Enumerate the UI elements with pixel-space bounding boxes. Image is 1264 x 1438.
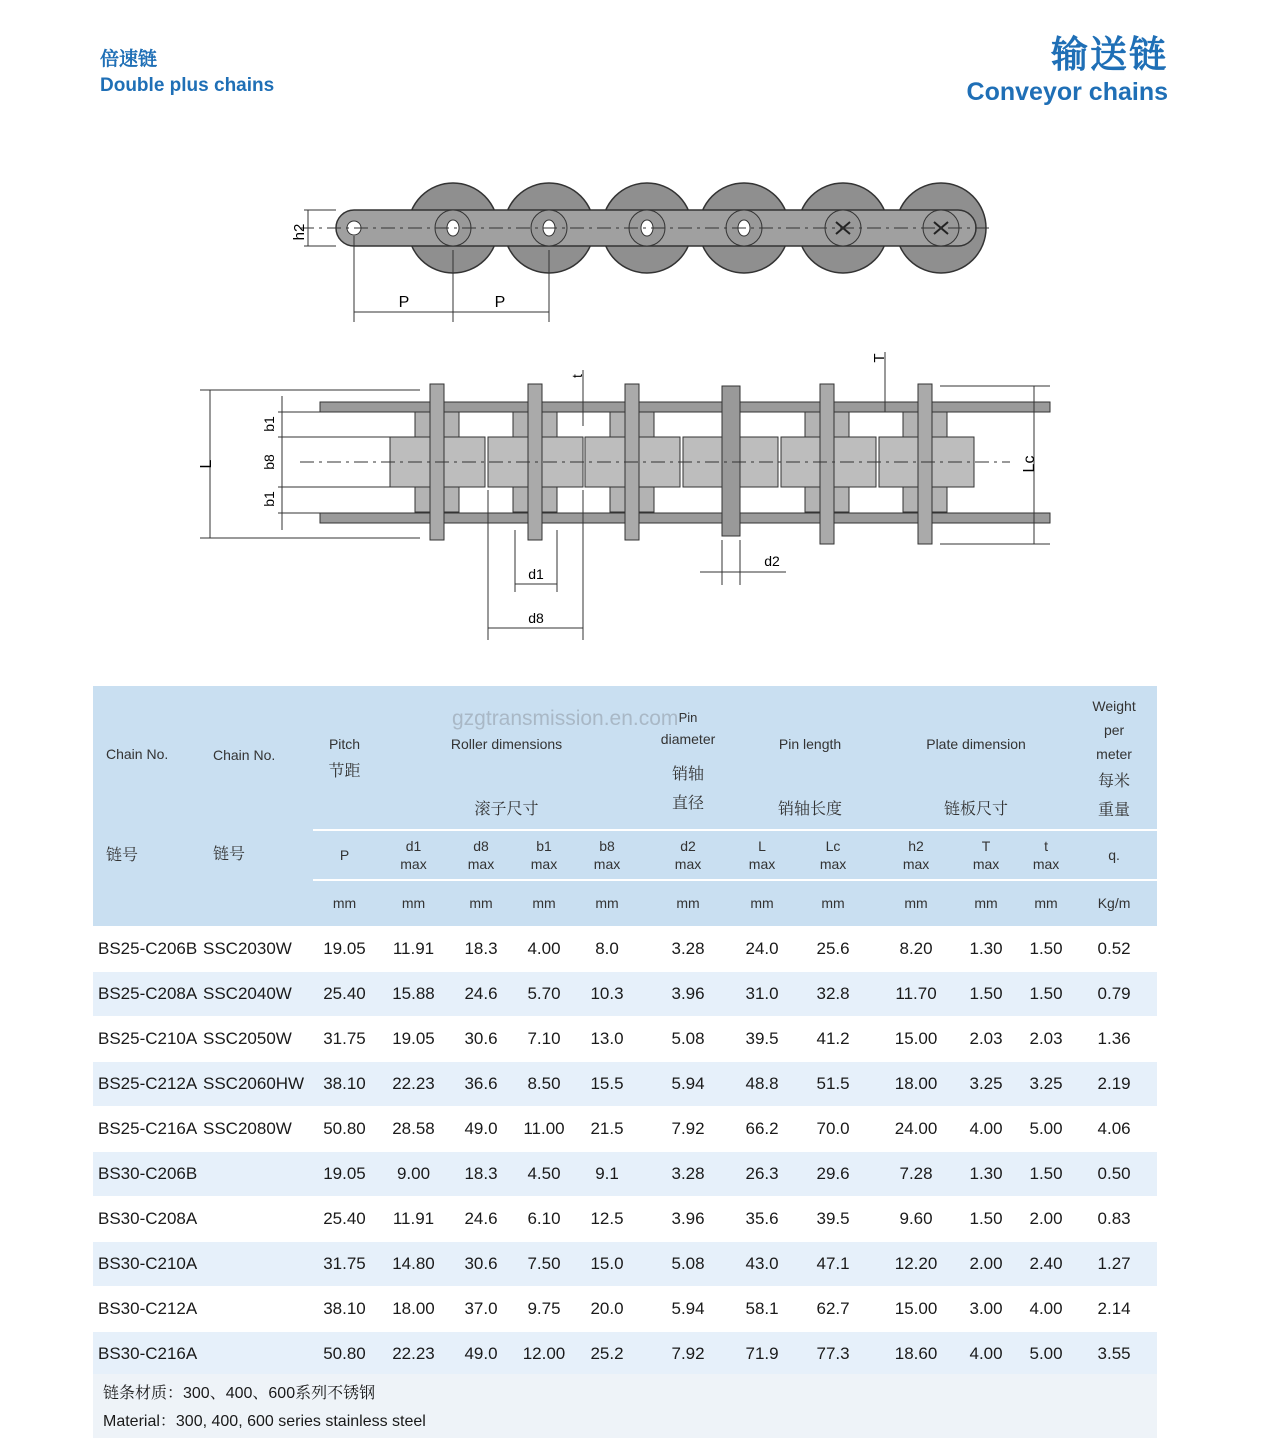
table-cell: 25.40 <box>313 1196 376 1241</box>
table-cell: 1.50 <box>951 971 1021 1016</box>
sym-b1: b1 max <box>511 830 577 880</box>
table-cell: 58.1 <box>739 1286 785 1331</box>
table-cell: 18.3 <box>451 926 511 971</box>
table-cell: 5.94 <box>637 1061 739 1106</box>
unit-cell: Kg/m <box>1071 880 1157 926</box>
table-cell: 19.05 <box>376 1016 451 1061</box>
sym-l: L max <box>739 830 785 880</box>
table-cell: 5.00 <box>1021 1331 1071 1376</box>
table-cell: 3.25 <box>951 1061 1021 1106</box>
table-cell: 77.3 <box>785 1331 881 1376</box>
table-cell: SSC2030W <box>203 926 313 971</box>
sym-p: P <box>313 830 376 880</box>
table-cell: 1.50 <box>951 1196 1021 1241</box>
unit-cell: mm <box>951 880 1021 926</box>
pitch-en: Pitch <box>328 736 361 752</box>
table-cell: 0.79 <box>1071 971 1157 1016</box>
col-chain-no-1 <box>93 686 203 926</box>
table-cell: 26.3 <box>739 1151 785 1196</box>
footer <box>93 1374 1157 1438</box>
table-cell: 22.23 <box>376 1331 451 1376</box>
table-cell: SSC2040W <box>203 971 313 1016</box>
table-cell: 70.0 <box>785 1106 881 1151</box>
table-cell: 1.30 <box>951 1151 1021 1196</box>
table-cell: 12.00 <box>511 1331 577 1376</box>
table-cell: 37.0 <box>451 1286 511 1331</box>
table-cell: 8.50 <box>511 1061 577 1106</box>
table-cell: 3.28 <box>637 926 739 971</box>
table-cell: 38.10 <box>313 1061 376 1106</box>
table-cell: BS30-C206B <box>93 1151 203 1196</box>
table-cell: 18.00 <box>881 1061 951 1106</box>
header-right-en: Conveyor chains <box>966 78 1168 106</box>
table-cell: 24.6 <box>451 971 511 1016</box>
table-cell: BS30-C212A <box>93 1286 203 1331</box>
table-cell: 48.8 <box>739 1061 785 1106</box>
table-cell: 8.20 <box>881 926 951 971</box>
table-cell: 0.83 <box>1071 1196 1157 1241</box>
table-cell: 9.1 <box>577 1151 637 1196</box>
table-cell: 21.5 <box>577 1106 637 1151</box>
sym-T: T max <box>951 830 1021 880</box>
plate-en: Plate dimension <box>926 736 1026 752</box>
weight-cn-1: 每米 <box>1098 773 1131 790</box>
col-pitch <box>313 686 376 830</box>
material-cn: 链条材质：300、400、600系列不锈钢 <box>103 1385 376 1402</box>
table-cell: 31.75 <box>313 1241 376 1286</box>
label-p-1: P <box>398 294 410 311</box>
table-cell: 18.00 <box>376 1286 451 1331</box>
table-cell: 7.50 <box>511 1241 577 1286</box>
table-row <box>93 1106 1157 1151</box>
table-cell: BS25-C210A <box>93 1016 203 1061</box>
sym-d2: d2 max <box>637 830 739 880</box>
table-cell: SSC2050W <box>203 1016 313 1061</box>
table-cell: 66.2 <box>739 1106 785 1151</box>
sym-d8: d8 max <box>451 830 511 880</box>
col-plate <box>881 686 1071 830</box>
table-cell: 1.50 <box>1021 926 1071 971</box>
table-cell: 18.3 <box>451 1151 511 1196</box>
col-weight <box>1071 686 1157 830</box>
table-cell: 11.00 <box>511 1106 577 1151</box>
table-cell: 8.0 <box>577 926 637 971</box>
unit-cell: mm <box>451 880 511 926</box>
table-cell: 39.5 <box>739 1016 785 1061</box>
table-cell <box>203 1331 313 1376</box>
table-cell: 2.00 <box>951 1241 1021 1286</box>
sym-lc: Lc max <box>785 830 881 880</box>
header-left-en: Double plus chains <box>100 75 275 96</box>
table-cell: 5.00 <box>1021 1106 1071 1151</box>
table-cell: 31.0 <box>739 971 785 1016</box>
plate-cn: 链板尺寸 <box>944 801 1009 818</box>
table-cell: 28.58 <box>376 1106 451 1151</box>
sym-t: t max <box>1021 830 1071 880</box>
label-b1-bottom: b1 <box>261 491 277 507</box>
table-cell: 12.20 <box>881 1241 951 1286</box>
table-cell: 1.50 <box>1021 1151 1071 1196</box>
table-cell: 2.14 <box>1071 1286 1157 1331</box>
table-body <box>93 926 1157 1376</box>
table-cell: BS30-C208A <box>93 1196 203 1241</box>
table-row <box>93 1151 1157 1196</box>
table-cell: 3.25 <box>1021 1061 1071 1106</box>
table-cell: 49.0 <box>451 1331 511 1376</box>
table-cell: 1.36 <box>1071 1016 1157 1061</box>
table-cell: 62.7 <box>785 1286 881 1331</box>
table-cell: 24.00 <box>881 1106 951 1151</box>
material-en: Material：300, 400, 600 series stainless steel <box>103 1413 426 1430</box>
table-cell: 10.3 <box>577 971 637 1016</box>
sym-d1: d1 max <box>376 830 451 880</box>
table-cell: 30.6 <box>451 1241 511 1286</box>
table-cell: 7.92 <box>637 1331 739 1376</box>
label-l: L <box>198 459 215 469</box>
table-row <box>93 1196 1157 1241</box>
table-cell: 9.60 <box>881 1196 951 1241</box>
table-cell: 32.8 <box>785 971 881 1016</box>
table-cell: 13.0 <box>577 1016 637 1061</box>
table-cell: 19.05 <box>313 926 376 971</box>
col-pin-length <box>739 686 881 830</box>
table-cell <box>203 1151 313 1196</box>
label-T: T <box>871 353 888 363</box>
table-cell: 3.55 <box>1071 1331 1157 1376</box>
chain-no-en-1: Chain No. <box>106 746 169 763</box>
roller-cn: 滚子尺寸 <box>474 801 539 818</box>
table-row <box>93 1016 1157 1061</box>
top-view <box>198 352 1050 640</box>
label-t: t <box>569 374 585 378</box>
table-cell: 2.00 <box>1021 1196 1071 1241</box>
weight-cn-2: 重量 <box>1098 802 1131 819</box>
table-cell: 12.5 <box>577 1196 637 1241</box>
table-cell: 15.5 <box>577 1061 637 1106</box>
pitch-cn: 节距 <box>328 763 361 780</box>
table-cell: 31.75 <box>313 1016 376 1061</box>
table-row <box>93 1061 1157 1106</box>
table-cell: 2.03 <box>951 1016 1021 1061</box>
table-cell: 3.00 <box>951 1286 1021 1331</box>
table-cell: 4.06 <box>1071 1106 1157 1151</box>
unit-cell: mm <box>881 880 951 926</box>
table-cell: 30.6 <box>451 1016 511 1061</box>
table-cell <box>203 1196 313 1241</box>
table-cell: 15.00 <box>881 1286 951 1331</box>
table-cell: 71.9 <box>739 1331 785 1376</box>
chain-no-en-2: Chain No. <box>213 747 276 764</box>
table-cell: 2.03 <box>1021 1016 1071 1061</box>
table-cell: 0.52 <box>1071 926 1157 971</box>
table-cell: 9.75 <box>511 1286 577 1331</box>
table-cell: BS25-C208A <box>93 971 203 1016</box>
unit-cell: mm <box>637 880 739 926</box>
table-cell: 4.00 <box>951 1106 1021 1151</box>
table-row <box>93 971 1157 1016</box>
chain-drawing <box>0 0 1264 680</box>
table-cell: 7.92 <box>637 1106 739 1151</box>
table-cell: 3.96 <box>637 971 739 1016</box>
chain-no-cn-1: 链号 <box>106 847 139 865</box>
table-cell: 50.80 <box>313 1331 376 1376</box>
side-view <box>291 183 990 322</box>
table-cell: 14.80 <box>376 1241 451 1286</box>
label-d2: d2 <box>764 553 780 569</box>
table-cell: SSC2080W <box>203 1106 313 1151</box>
table-cell <box>203 1286 313 1331</box>
table-cell: 0.50 <box>1071 1151 1157 1196</box>
unit-cell: mm <box>376 880 451 926</box>
table-cell: 15.88 <box>376 971 451 1016</box>
table-cell <box>203 1241 313 1286</box>
table-cell: 41.2 <box>785 1016 881 1061</box>
label-d8: d8 <box>528 610 544 626</box>
table-cell: 5.70 <box>511 971 577 1016</box>
table-cell: 2.40 <box>1021 1241 1071 1286</box>
label-lc: Lc <box>1021 455 1038 473</box>
table-cell: 5.08 <box>637 1241 739 1286</box>
table-cell: 50.80 <box>313 1106 376 1151</box>
chain-no-cn-2: 链号 <box>213 846 246 864</box>
table-cell: 49.0 <box>451 1106 511 1151</box>
table-row <box>93 1331 1157 1376</box>
sym-b8: b8 max <box>577 830 637 880</box>
table-cell: 24.6 <box>451 1196 511 1241</box>
table-cell: 7.28 <box>881 1151 951 1196</box>
unit-cell: mm <box>511 880 577 926</box>
unit-cell: mm <box>785 880 881 926</box>
table-cell: 11.70 <box>881 971 951 1016</box>
table-cell: 5.94 <box>637 1286 739 1331</box>
table-cell: 1.27 <box>1071 1241 1157 1286</box>
table-cell: 4.00 <box>951 1331 1021 1376</box>
pin-diam-cn-1: 销轴 <box>672 766 705 783</box>
spec-table <box>93 686 1157 1376</box>
table-cell: 7.10 <box>511 1016 577 1061</box>
table-cell: 51.5 <box>785 1061 881 1106</box>
table-cell: BS30-C216A <box>93 1331 203 1376</box>
table-cell: 43.0 <box>739 1241 785 1286</box>
table-cell: 47.1 <box>785 1241 881 1286</box>
weight-en-1: Weight <box>1092 698 1136 714</box>
table-cell: BS25-C206B <box>93 926 203 971</box>
table-cell: 25.6 <box>785 926 881 971</box>
unit-cell: mm <box>577 880 637 926</box>
pin-diam-en-1: Pin <box>678 710 698 725</box>
table-cell: 11.91 <box>376 926 451 971</box>
header-right-cn: 输送链 <box>1051 34 1168 75</box>
table-cell: 4.00 <box>511 926 577 971</box>
table-cell: 24.0 <box>739 926 785 971</box>
sym-h2: h2 max <box>881 830 951 880</box>
label-d1: d1 <box>528 566 544 582</box>
table-cell: 18.60 <box>881 1331 951 1376</box>
table-cell: 25.40 <box>313 971 376 1016</box>
table-cell: 9.00 <box>376 1151 451 1196</box>
pin-len-cn: 销轴长度 <box>778 801 843 818</box>
table-row <box>93 1286 1157 1331</box>
pin-diam-cn-2: 直径 <box>672 795 705 812</box>
table-cell: 15.00 <box>881 1016 951 1061</box>
table-row <box>93 1241 1157 1286</box>
table-cell: 1.50 <box>1021 971 1071 1016</box>
pin-len-en: Pin length <box>778 736 842 752</box>
table-cell: 4.00 <box>1021 1286 1071 1331</box>
table-cell: 38.10 <box>313 1286 376 1331</box>
table-cell: 4.50 <box>511 1151 577 1196</box>
table-cell: BS30-C210A <box>93 1241 203 1286</box>
sym-q: q. <box>1071 830 1157 880</box>
table-cell: 35.6 <box>739 1196 785 1241</box>
table-cell: 25.2 <box>577 1331 637 1376</box>
unit-cell: mm <box>1021 880 1071 926</box>
table-cell: 19.05 <box>313 1151 376 1196</box>
table-cell: 2.19 <box>1071 1061 1157 1106</box>
table-cell: 5.08 <box>637 1016 739 1061</box>
label-b1-top: b1 <box>261 416 277 432</box>
weight-en-2: per <box>1103 722 1125 738</box>
roller-en: Roller dimensions <box>450 736 563 752</box>
table-cell: 29.6 <box>785 1151 881 1196</box>
table-cell: BS25-C216A <box>93 1106 203 1151</box>
label-b8: b8 <box>261 454 277 470</box>
table-cell: 3.28 <box>637 1151 739 1196</box>
table-cell: 11.91 <box>376 1196 451 1241</box>
table-cell: 1.30 <box>951 926 1021 971</box>
table-cell: 15.0 <box>577 1241 637 1286</box>
table-cell: 36.6 <box>451 1061 511 1106</box>
watermark: gzgtransmission.en.com <box>452 707 679 730</box>
table-cell: 20.0 <box>577 1286 637 1331</box>
table-cell: 39.5 <box>785 1196 881 1241</box>
label-p-2: P <box>494 294 506 311</box>
table-cell: 3.96 <box>637 1196 739 1241</box>
unit-cell: mm <box>739 880 785 926</box>
table-cell: BS25-C212A <box>93 1061 203 1106</box>
unit-cell: mm <box>313 880 376 926</box>
weight-en-3: meter <box>1096 746 1132 762</box>
table-row <box>93 926 1157 971</box>
label-h2: h2 <box>291 223 308 241</box>
pin-diam-en-2: diameter <box>660 731 716 747</box>
header-left-cn: 倍速链 <box>100 49 158 70</box>
col-chain-no-2 <box>203 686 313 926</box>
table-cell: 22.23 <box>376 1061 451 1106</box>
table-cell: SSC2060HW <box>203 1061 313 1106</box>
table-cell: 6.10 <box>511 1196 577 1241</box>
